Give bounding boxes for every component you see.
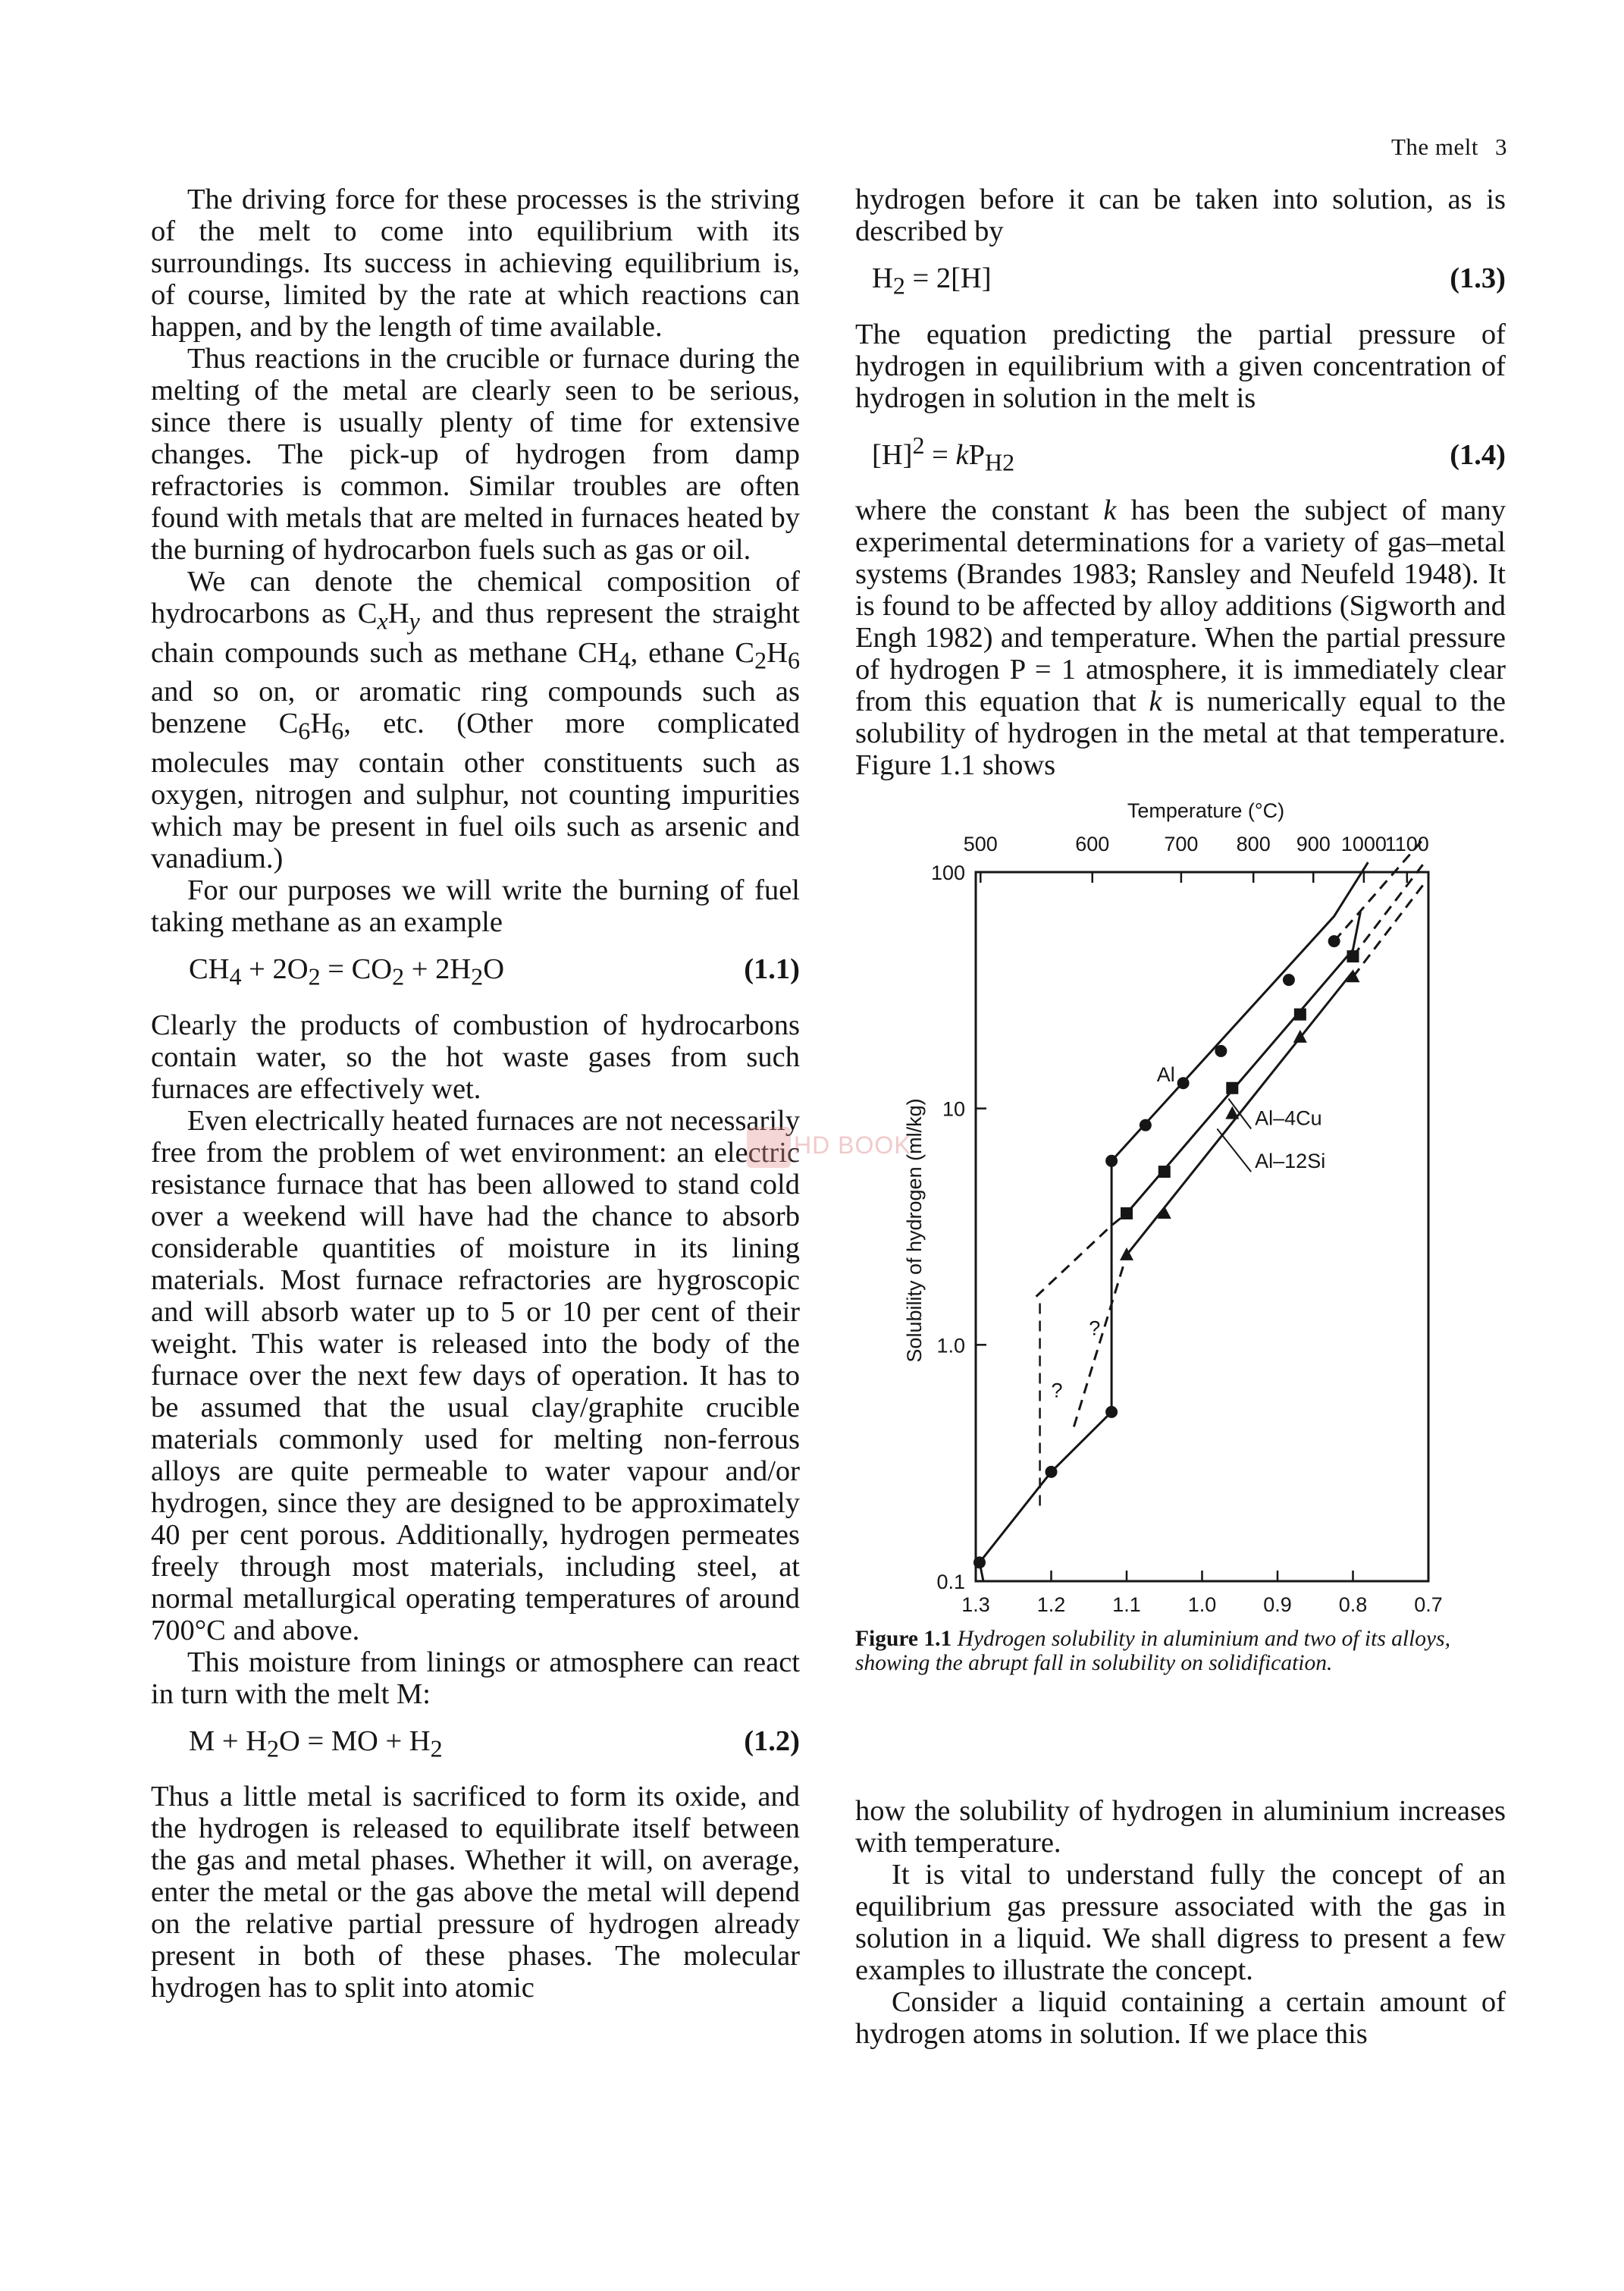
equation-1-3: $H_2 = 2[H]$ (1.3) [872,262,1506,300]
data-point [973,1556,986,1568]
data-point [1158,1166,1171,1178]
running-title: The melt [1390,133,1478,160]
paragraph: how the solubility of hydrogen in aluminium increases with temperature. [855,1795,1506,1859]
paragraph: Thus a little metal is sacrificed to form its oxide, and the hydrogen is released to equilibrate itself between the gas and metal phases. Whether it will, on average, enter the metal or the gas above the metal will depend on the relative partial pressure of hydrogen already present in both of these phases. The molecular hydrogen has to split into atomic [151,1781,800,2004]
hydrogen-solubility-chart [855,792,1507,1619]
series-line-al [980,862,1368,1581]
y-tick-label: 100 [930,861,965,884]
data-point [1105,1406,1118,1418]
paragraph: Even electrically heated furnaces are not necessarily free from the problem of wet environment: an electric resistance furnace that has been allowed to stand cold over a weekend will have had the chance to absorb considerable quantities of moisture in its lining materials. Most furnace refractories are hygroscopic and will absorb water up to 5 or 10 per cent of their weight. This water is released into the body of the furnace over the next few days of operation. It has to be assumed that the usual clay/graphite crucible materials commonly used for melting non-ferrous alloys are quite permeable to water vapour and/or hydrogen, since they are designed to be approximately 40 per cent porous. Additionally, hydrogen permeates freely through most materials, including steel, at normal metallurgical operating temperatures of around 700°C and above. [151,1104,800,1646]
running-header [1391,133,1507,161]
x-tick-label: 0.7 [1414,1593,1443,1616]
y-tick-label: 0.1 [936,1571,965,1593]
series-dashed-solidus [1036,1213,1127,1297]
paragraph: Clearly the products of combustion of hydrocarbons contain water, so the hot waste gases from such furnaces are effectively wet. [151,1009,800,1105]
paragraph: It is vital to understand fully the concept of an equilibrium gas pressure associated with the gas in solution in a liquid. We shall digress to present a few examples to illustrate the concept. [855,1859,1506,1986]
data-point [1225,1106,1239,1119]
data-point [1283,974,1295,986]
chart-annotation: ? [1089,1317,1101,1340]
equation-number: (1.1) [744,953,800,986]
figure-label: Figure 1.1 [855,1627,952,1651]
right-column-bottom [855,1795,1506,2050]
data-point [1105,1155,1118,1167]
equation-number: (1.2) [744,1725,800,1757]
data-point [1140,1119,1152,1131]
figure-caption [855,1627,1484,1675]
chart-annotation: ? [1051,1379,1063,1402]
y-tick-label: 1.0 [936,1334,965,1357]
data-point [1046,1466,1058,1478]
top-tick-label: 700 [1164,833,1199,855]
x-tick-label: 1.3 [961,1593,990,1616]
top-tick-label: 1100 [1384,833,1429,855]
paragraph: The driving force for these processes is the striving of the melt to come into equilibrium with its surroundings. Its success in achieving equilibrium is, of course, limited by the rate at which reactions can happen, and by the length of time available. [151,184,800,343]
paragraph: where the constant k has been the subject of many experimental determinations for a variety of gas–metal systems (Brandes 1983; Ransley and Neufeld 1948). It is found to be affected by alloy additions (Sigworth and Engh 1982) and temperature. When the partial pressure of hydrogen P = 1 atmosphere, it is immediately clear from this equation that k is numerically equal to the solubility of hydrogen in the metal at that temperature. Figure 1.1 shows [855,494,1506,782]
plot-frame [976,872,1428,1581]
paragraph: Consider a liquid containing a certain amount of hydrogen atoms in solution. If we place this [855,1986,1506,2050]
data-point [1226,1082,1238,1094]
y-axis-label: Solubility of hydrogen (ml/kg) [903,1098,926,1363]
equation-1-1: $CH_4 + 2O_2 = CO_2 + 2H_2O$ (1.1) [189,953,800,990]
right-column-top [855,184,1506,781]
chart-annotation: Al–4Cu [1255,1106,1322,1130]
paragraph: We can denote the chemical composition of hydrocarbons as $C_xH_y$ and thus represent the straight chain compounds such as methane $CH_4$, ethane $C_2H_6$ and so on, or aromatic ring compounds such as benzene $C_6H_6$, etc. (Other more complicated molecules may contain other constituents such as oxygen, nitrogen and sulphur, not counting impurities which may be present in fuel oils such as arsenic and vanadium.) [151,566,801,875]
series-dashed-extension [1353,883,1425,977]
page-number: 3 [1495,133,1507,160]
paragraph: This moisture from linings or atmosphere can react in turn with the melt M: [151,1646,800,1710]
y-tick-label: 10 [942,1097,965,1121]
figure-caption-text: Hydrogen solubility in aluminium and two of its alloys, showing the abrupt fall in solubility on solidification. [855,1627,1451,1675]
equation-number: (1.4) [1450,438,1506,471]
paragraph: hydrogen before it can be taken into solution, as is described by [855,184,1506,247]
data-point [1347,950,1359,962]
top-tick-label: 900 [1296,833,1331,855]
top-tick-label: 600 [1075,833,1110,855]
data-point [1121,1207,1133,1219]
paragraph: The equation predicting the partial pressure of hydrogen in equilibrium with a given concentration of hydrogen in solution in the melt is [855,318,1506,414]
data-point [1294,1009,1306,1021]
watermark-text: HD BOOK [794,1131,911,1159]
x-tick-label: 0.8 [1338,1593,1368,1616]
data-point [1215,1045,1227,1057]
data-point [1177,1077,1190,1089]
x-tick-label: 1.1 [1112,1593,1141,1616]
x-tick-label: 1.2 [1036,1593,1066,1616]
top-axis-label: Temperature (°C) [1127,799,1285,822]
chart-annotation: Al–12Si [1255,1150,1326,1173]
top-tick-label: 1000 [1340,833,1387,855]
equation-1-4: $[H]^2 = kP_{H2}$ (1.4) [872,431,1506,476]
figure-1-1 [855,792,1507,1675]
paragraph: For our purposes we will write the burning of fuel taking methane as an example [151,874,800,939]
equation-number: (1.3) [1450,262,1506,294]
chart-annotation: Al [1156,1063,1175,1087]
top-tick-label: 800 [1236,833,1271,855]
x-tick-label: 0.9 [1263,1593,1292,1616]
left-column [151,184,800,2004]
x-tick-label: 1.0 [1187,1593,1217,1616]
data-point [1328,935,1340,947]
series-dashed-solidus [1074,1255,1127,1427]
leader-line [1217,1129,1251,1172]
watermark [747,1121,921,1174]
paragraph: Thus reactions in the crucible or furnace during the melting of the metal are clearly seen to be serious, since there is usually plenty of time for extensive changes. The pick-up of hydrogen from damp refractories is common. Similar troubles are often found with metals that are melted in furnaces heated by the burning of hydrocarbon fuels such as gas or oil. [151,343,800,566]
top-tick-label: 500 [963,833,998,855]
equation-1-2: $M + H_2O$ = MO + $H_2$ (1.2) [189,1725,800,1762]
